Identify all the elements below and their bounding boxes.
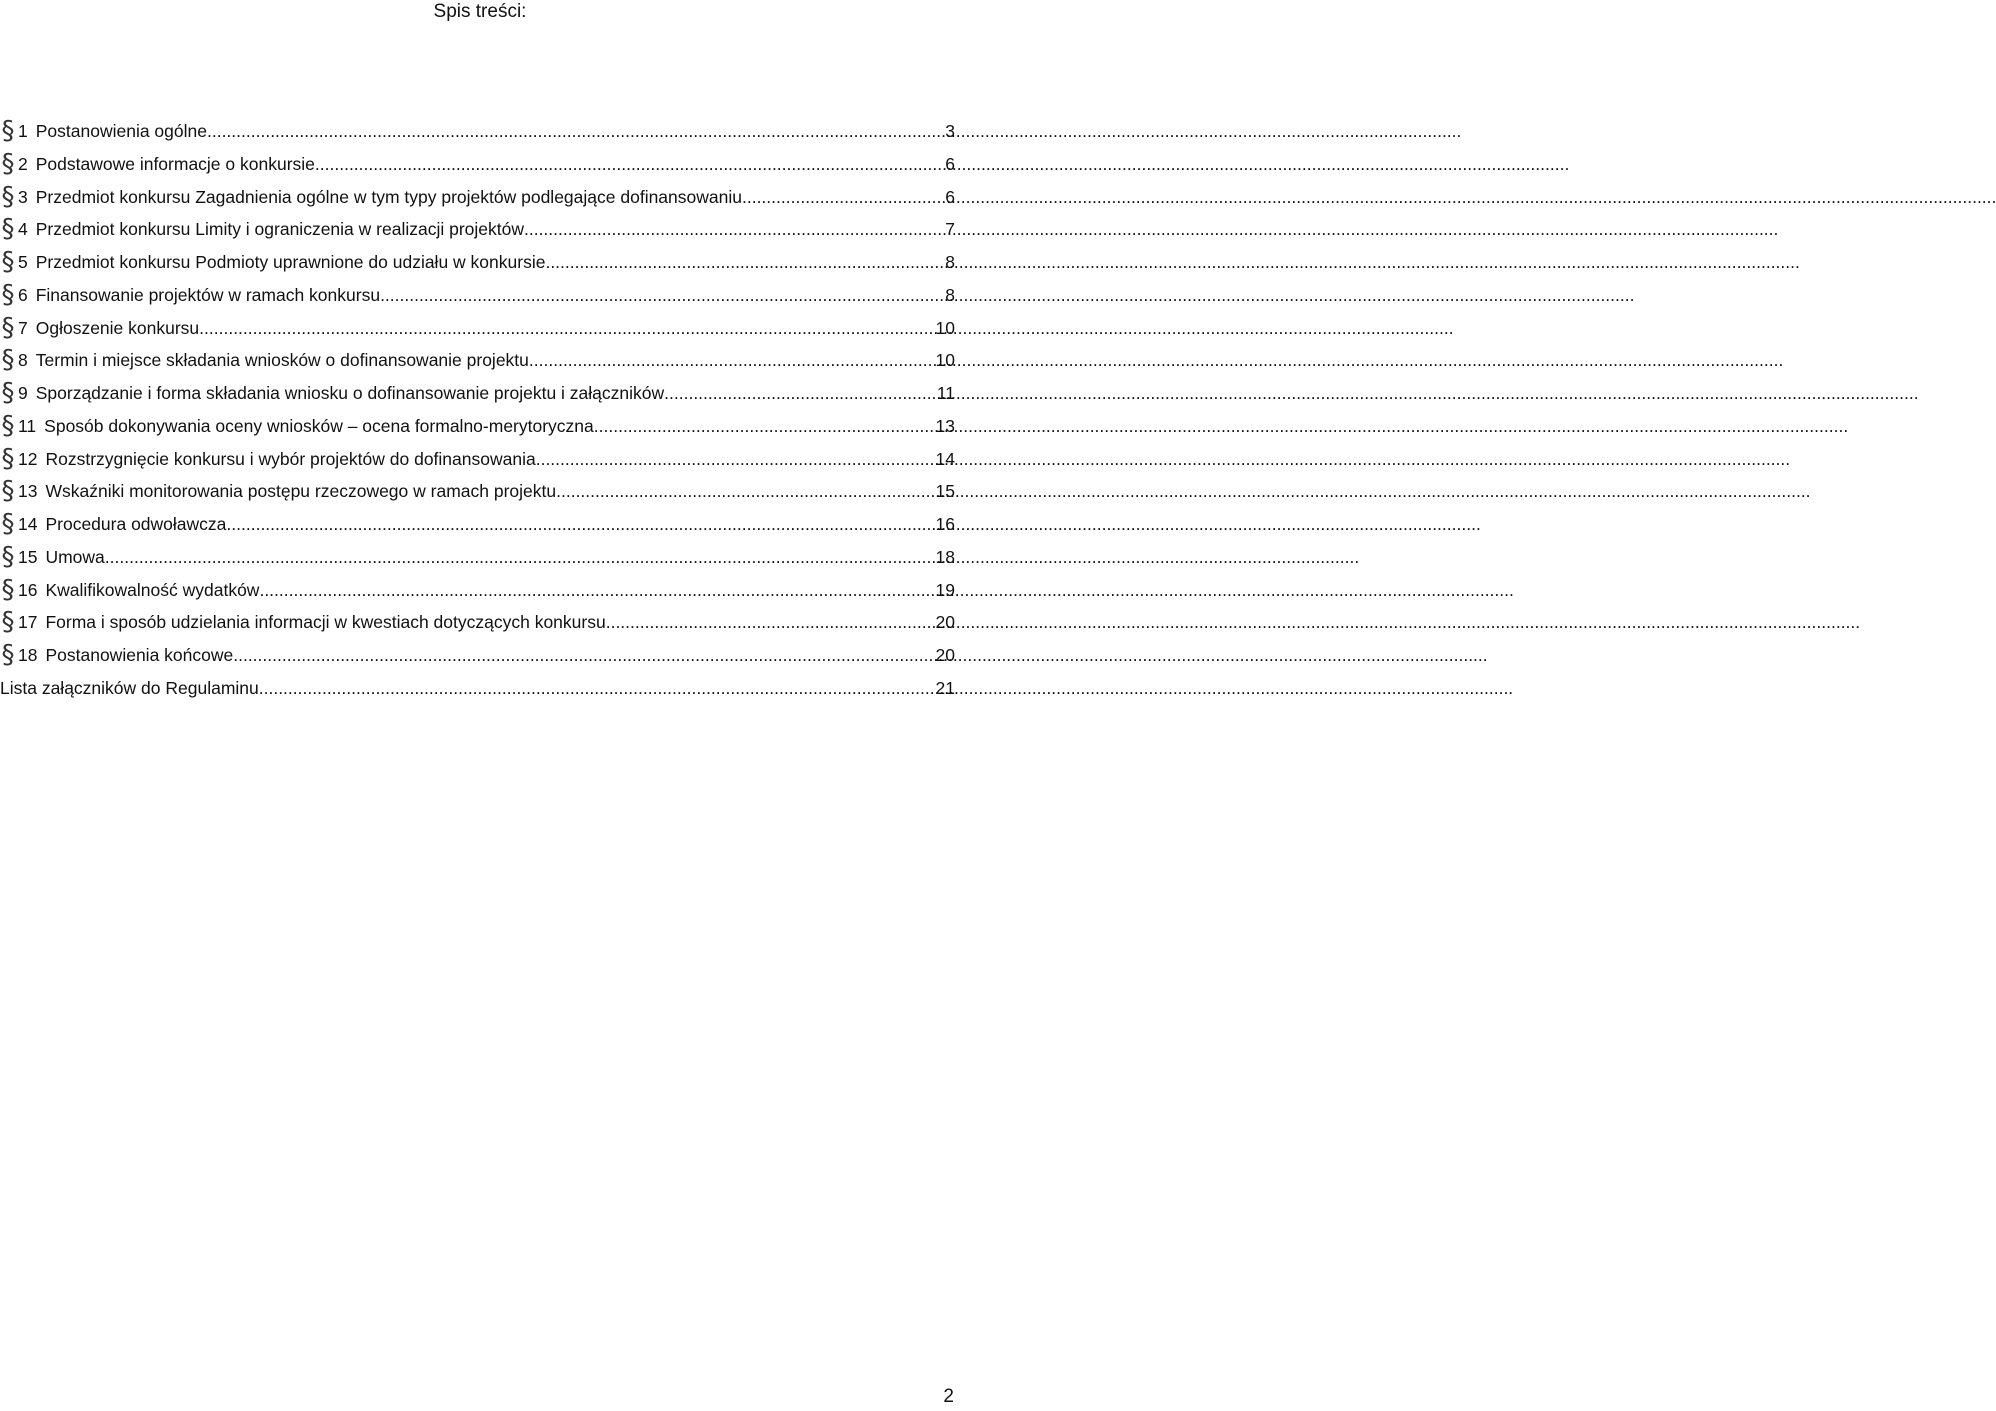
toc-entry-number: 17 (18, 612, 38, 633)
toc-heading: Spis treści: (433, 1, 527, 22)
toc-entry[interactable] (0, 246, 960, 279)
toc-entry-number: 18 (18, 645, 38, 666)
toc-entry[interactable] (0, 475, 960, 508)
toc-entry-number: 6 (18, 284, 28, 305)
toc-entry[interactable] (0, 115, 960, 148)
toc-entry-page: 14 (935, 448, 955, 469)
toc-entry-page: 19 (935, 579, 955, 600)
toc-entry-number: 14 (18, 514, 38, 535)
toc-entry-page: 10 (935, 317, 955, 338)
dot-leader (380, 279, 945, 311)
toc-entry-title: Postanowienia ogólne (35, 121, 207, 141)
toc-entry-title: Podstawowe informacje o konkursie (35, 153, 315, 174)
section-toggle-icon: § (1, 345, 15, 376)
toc-entry-number: 15 (18, 546, 38, 567)
section-toggle-icon: § (1, 116, 15, 146)
toc-entry-page: 11 (936, 383, 955, 404)
toc-entry-number: 1 (18, 121, 28, 141)
toc-entry[interactable] (0, 443, 960, 476)
section-toggle-icon: § (1, 181, 15, 212)
toc-entry-title: Przedmiot konkursu Zagadnienia ogólne w tym typy projektów podlegające dofinansowaniu (35, 186, 742, 207)
section-toggle-icon: § (1, 443, 15, 474)
toc-entry-number: 13 (18, 481, 38, 502)
section-toggle-icon: § (1, 148, 15, 179)
toc-entry-page: 21 (935, 678, 955, 699)
toc-entry-title: Umowa (45, 546, 105, 567)
section-toggle-icon: § (1, 574, 15, 605)
toc-entry-number: 7 (18, 317, 28, 338)
dot-leader (259, 672, 936, 704)
toc-entry-number: 12 (18, 448, 38, 469)
page-number: 2 (943, 1386, 954, 1407)
dot-leader (556, 475, 935, 507)
toc-entry[interactable] (0, 181, 960, 214)
dot-leader (594, 410, 936, 442)
toc-entry-number: 5 (18, 252, 28, 273)
toc-entry-page: 18 (935, 546, 955, 567)
toc-entry-title: Przedmiot konkursu Limity i ograniczenia w realizacji projektów (35, 219, 524, 240)
toc-entry-page: 10 (935, 350, 955, 371)
toc-entry-page: 16 (935, 514, 955, 535)
toc-entry-page: 8 (945, 252, 955, 273)
toc-entry-title: Termin i miejsce składania wniosków o dofinansowanie projektu (35, 350, 529, 371)
toc-entry-number: 2 (18, 153, 28, 174)
toc-entry[interactable] (0, 574, 960, 607)
toc-entry-number: 3 (18, 186, 28, 207)
toc-entry[interactable] (0, 410, 960, 443)
toc-entry[interactable] (0, 672, 960, 705)
toc-entry-title: Finansowanie projektów w ramach konkursu (35, 284, 381, 305)
section-toggle-icon: § (1, 509, 15, 540)
dot-leader (259, 574, 935, 606)
dot-leader (606, 606, 936, 638)
toc-entry[interactable] (0, 639, 960, 672)
toc-entry-number: 4 (18, 219, 28, 240)
toc-entry[interactable] (0, 606, 960, 639)
toc-entry[interactable] (0, 344, 960, 377)
toc-entry-number: 8 (18, 350, 28, 371)
toc-entry-page: 6 (945, 186, 955, 207)
dot-leader (226, 508, 935, 540)
toc-entry[interactable] (0, 148, 960, 181)
toc-entry-title: Forma i sposób udzielania informacji w kwestiach dotyczących konkursu (45, 612, 606, 633)
dot-leader (105, 541, 936, 573)
dot-leader (545, 246, 945, 278)
table-of-contents (0, 115, 960, 705)
toc-entry-title: Kwalifikowalność wydatków (45, 579, 260, 600)
toc-entry-title: Postanowienia końcowe (45, 645, 234, 666)
toc-entry-page: 20 (935, 645, 955, 666)
toc-entry-title: Sporządzanie i forma składania wniosku o dofinansowanie projektu i załączników (35, 383, 665, 404)
toc-entry-title: Lista załączników do Regulaminu (0, 678, 259, 699)
dot-leader (315, 148, 945, 180)
toc-entry[interactable] (0, 377, 960, 410)
toc-entry-number: 16 (18, 579, 38, 600)
toc-entry[interactable] (0, 213, 960, 246)
section-toggle-icon: § (1, 247, 15, 278)
toc-entry-page: 7 (945, 219, 955, 240)
dot-leader (233, 639, 935, 671)
toc-entry-title: Ogłoszenie konkursu (35, 317, 200, 338)
section-toggle-icon: § (1, 607, 15, 638)
section-toggle-icon: § (1, 279, 15, 310)
toc-entry-page: 8 (945, 284, 955, 305)
section-toggle-icon: § (1, 410, 15, 441)
toc-entry[interactable] (0, 279, 960, 312)
toc-entry-page: 20 (935, 612, 955, 633)
toc-entry-title: Wskaźniki monitorowania postępu rzeczowego w ramach projektu (45, 481, 557, 502)
section-toggle-icon: § (1, 640, 15, 671)
dot-leader (536, 443, 936, 475)
dot-leader (664, 377, 937, 409)
toc-entry[interactable] (0, 508, 960, 541)
toc-entry-title: Sposób dokonywania oceny wniosków – ocena formalno-merytoryczna (44, 415, 594, 436)
section-toggle-icon: § (1, 378, 15, 409)
dot-leader (524, 213, 945, 245)
dot-leader (529, 344, 936, 376)
toc-entry[interactable] (0, 541, 960, 574)
toc-entry-page: 6 (945, 153, 955, 174)
dot-leader (207, 115, 945, 147)
section-toggle-icon: § (1, 541, 15, 572)
toc-entry-title: Przedmiot konkursu Podmioty uprawnione do udziału w konkursie (35, 252, 546, 273)
toc-entry-number: 9 (18, 383, 28, 404)
section-toggle-icon: § (1, 214, 15, 245)
toc-entry-page: 15 (935, 481, 955, 502)
toc-entry-page: 3 (945, 121, 955, 141)
toc-entry-page: 13 (935, 415, 955, 436)
toc-entry-title: Rozstrzygnięcie konkursu i wybór projektów do dofinansowania (45, 448, 536, 469)
section-toggle-icon: § (1, 476, 15, 507)
toc-entry[interactable] (0, 312, 960, 345)
section-toggle-icon: § (1, 312, 15, 343)
toc-entry-number: 11 (18, 415, 37, 436)
dot-leader (199, 312, 935, 344)
toc-entry-title: Procedura odwoławcza (45, 514, 227, 535)
dot-leader (742, 181, 945, 213)
